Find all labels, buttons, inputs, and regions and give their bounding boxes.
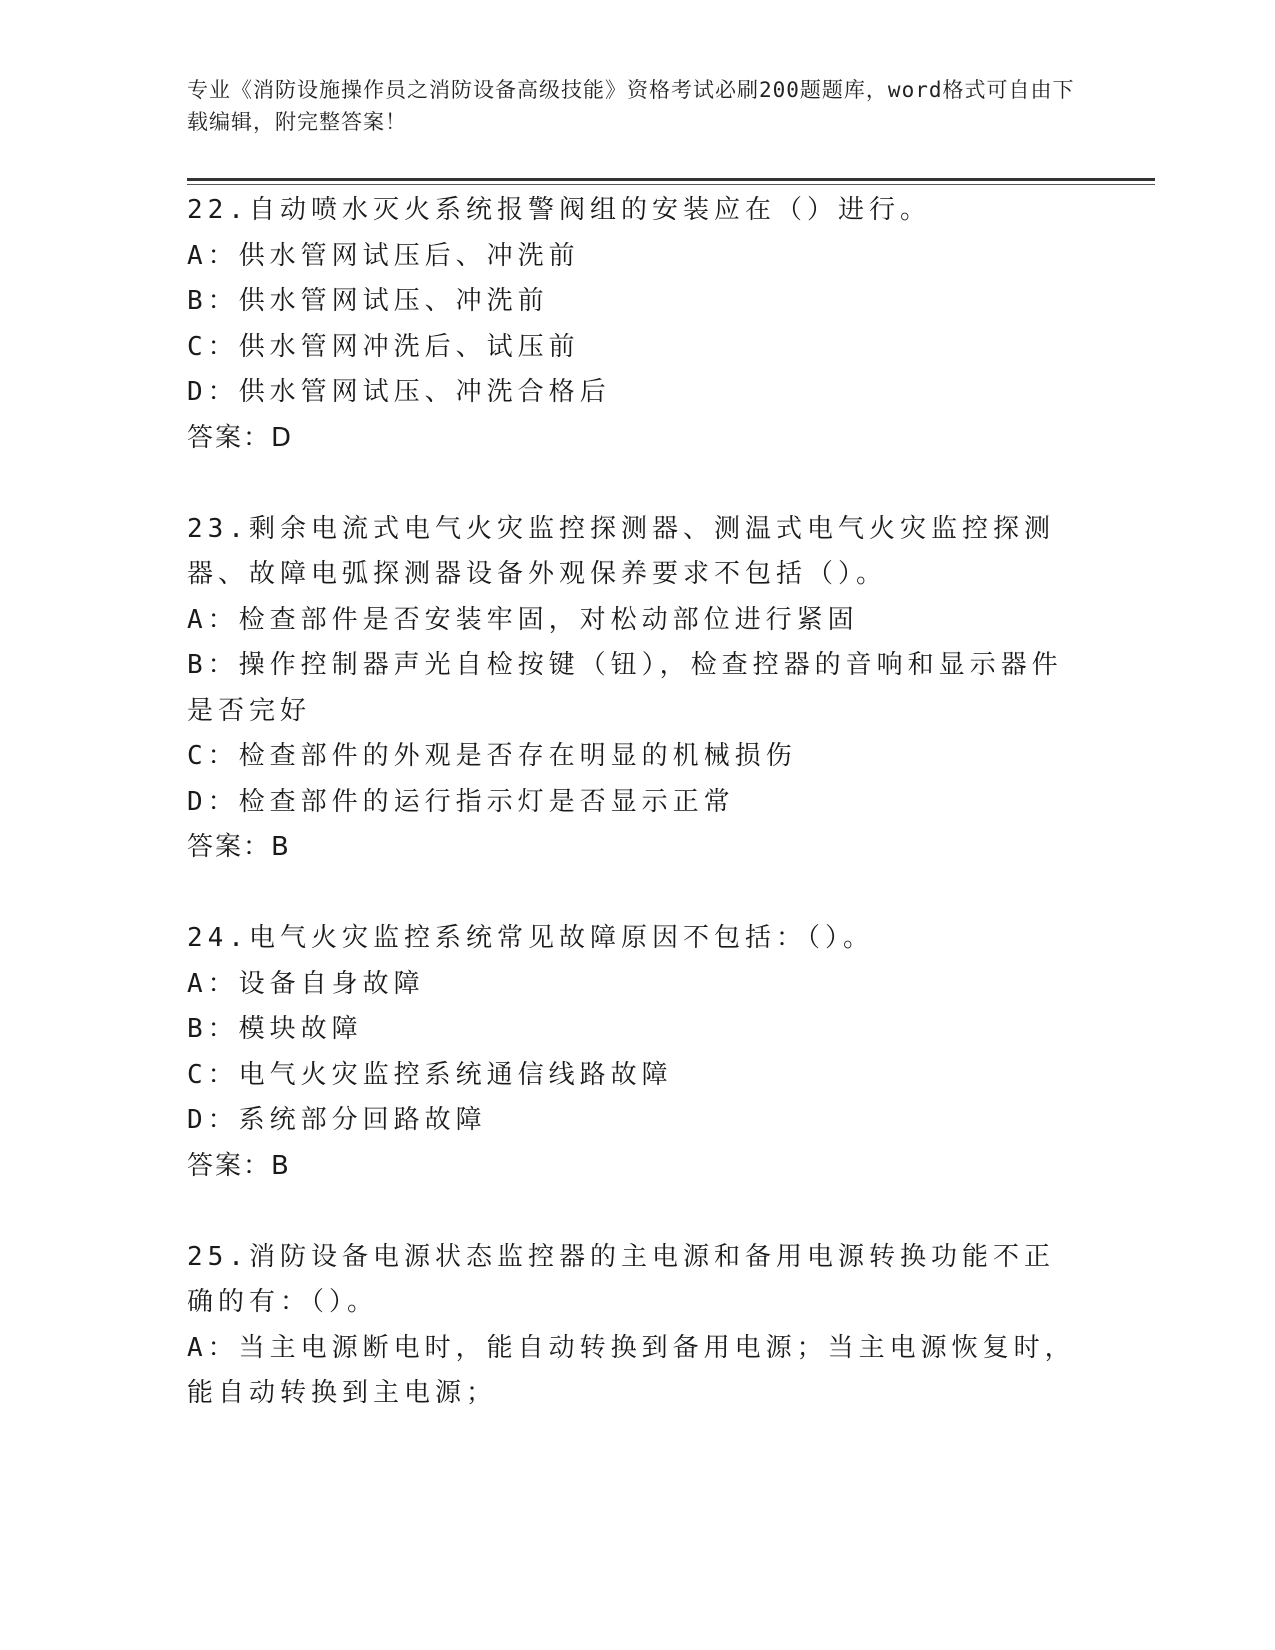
option-c: C：供水管网冲洗后、试压前 [187, 331, 580, 362]
question-item [187, 188, 1082, 461]
header-divider-thick [187, 178, 1155, 181]
answer-line: 答案：B [187, 1150, 291, 1181]
document-header [187, 74, 1087, 138]
option-d: D：供水管网试压、冲洗合格后 [187, 377, 611, 407]
answer-line: 答案：B [187, 832, 291, 862]
question-stem: 25.消防设备电源状态监控器的主电源和备用电源转换功能不正确的有：（）。 [187, 1241, 1055, 1317]
option-a: A：检查部件是否安装牢固，对松动部位进行紧固 [187, 604, 859, 635]
option-a: A：当主电源断电时，能自动转换到备用电源；当主电源恢复时，能自动转换到主电源； [187, 1332, 1076, 1408]
header-text: 专业《消防设施操作员之消防设备高级技能》资格考试必刷200题题库，word格式可自由下载编辑，附完整答案！ [187, 78, 1075, 134]
question-stem: 22.自动喷水灭火系统报警阀组的安装应在（）进行。 [187, 195, 931, 225]
header-divider-thin [187, 184, 1155, 185]
option-b: B：供水管网试压、冲洗前 [187, 286, 549, 316]
question-item [187, 1235, 1082, 1417]
option-b: B：模块故障 [187, 1014, 363, 1044]
option-c: C：电气火灾监控系统通信线路故障 [187, 1059, 673, 1090]
option-a: A：设备自身故障 [187, 968, 425, 999]
question-stem: 23.剩余电流式电气火灾监控探测器、测温式电气火灾监控探测器、故障电弧探测器设备外观保养要求不包括（）。 [187, 513, 1055, 589]
option-d: D：检查部件的运行指示灯是否显示正常 [187, 786, 735, 817]
question-item [187, 507, 1082, 871]
option-b: B：操作控制器声光自检按键（钮），检查控器的音响和显示器件是否完好 [187, 650, 1063, 726]
question-item [187, 916, 1082, 1189]
answer-line: 答案：D [187, 422, 294, 453]
question-stem: 24.电气火灾监控系统常见故障原因不包括：（）。 [187, 923, 874, 953]
option-d: D：系统部分回路故障 [187, 1105, 487, 1135]
question-list [187, 188, 1082, 1462]
option-a: A：供水管网试压后、冲洗前 [187, 240, 580, 271]
option-c: C：检查部件的外观是否存在明显的机械损伤 [187, 741, 797, 771]
